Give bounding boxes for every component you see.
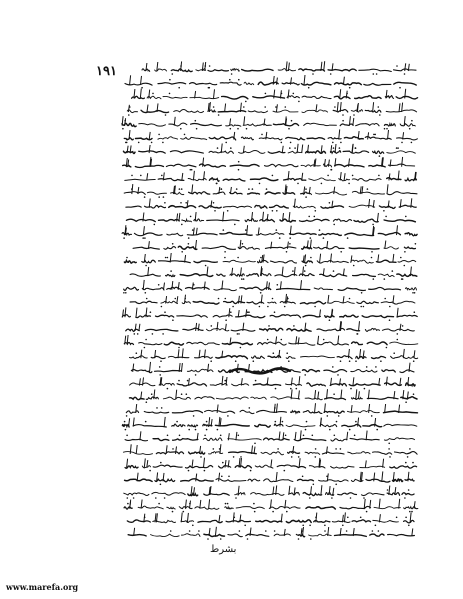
manuscript-line — [124, 144, 416, 157]
manuscript-line — [122, 307, 417, 321]
manuscript-line — [122, 417, 416, 431]
manuscript-line — [130, 294, 415, 307]
manuscript-line — [123, 157, 415, 171]
manuscript-line — [124, 253, 415, 266]
manuscript-line — [123, 280, 416, 294]
manuscript-line — [126, 403, 418, 417]
manuscript-line — [125, 430, 415, 444]
manuscript-line — [124, 335, 418, 348]
manuscript-line — [130, 266, 417, 280]
manuscript-line — [130, 376, 416, 390]
manuscript-line — [124, 184, 417, 198]
manuscript-line — [130, 348, 418, 362]
manuscript-line — [124, 485, 414, 499]
catchword: بشرط — [210, 544, 237, 555]
manuscript-line — [124, 499, 418, 513]
manuscript-line — [128, 527, 414, 540]
manuscript-line — [142, 61, 416, 75]
manuscript-line — [132, 89, 418, 103]
watermark: www.marefa.org — [6, 582, 79, 592]
manuscript-line — [124, 129, 417, 143]
manuscript-line — [126, 212, 415, 226]
manuscript-line — [122, 116, 415, 129]
manuscript-line — [125, 471, 415, 485]
manuscript-line — [130, 389, 418, 403]
manuscript-line — [125, 458, 417, 472]
manuscript-line — [122, 225, 417, 239]
manuscript-line — [125, 75, 416, 88]
manuscript-line — [127, 512, 414, 526]
folio-number: ١٩١ — [96, 64, 117, 79]
manuscript-line — [123, 444, 417, 458]
manuscript-line — [127, 102, 416, 116]
manuscript-line — [133, 240, 416, 253]
manuscript-line — [126, 198, 416, 211]
manuscript-line — [125, 171, 417, 185]
manuscript-line — [126, 321, 415, 335]
